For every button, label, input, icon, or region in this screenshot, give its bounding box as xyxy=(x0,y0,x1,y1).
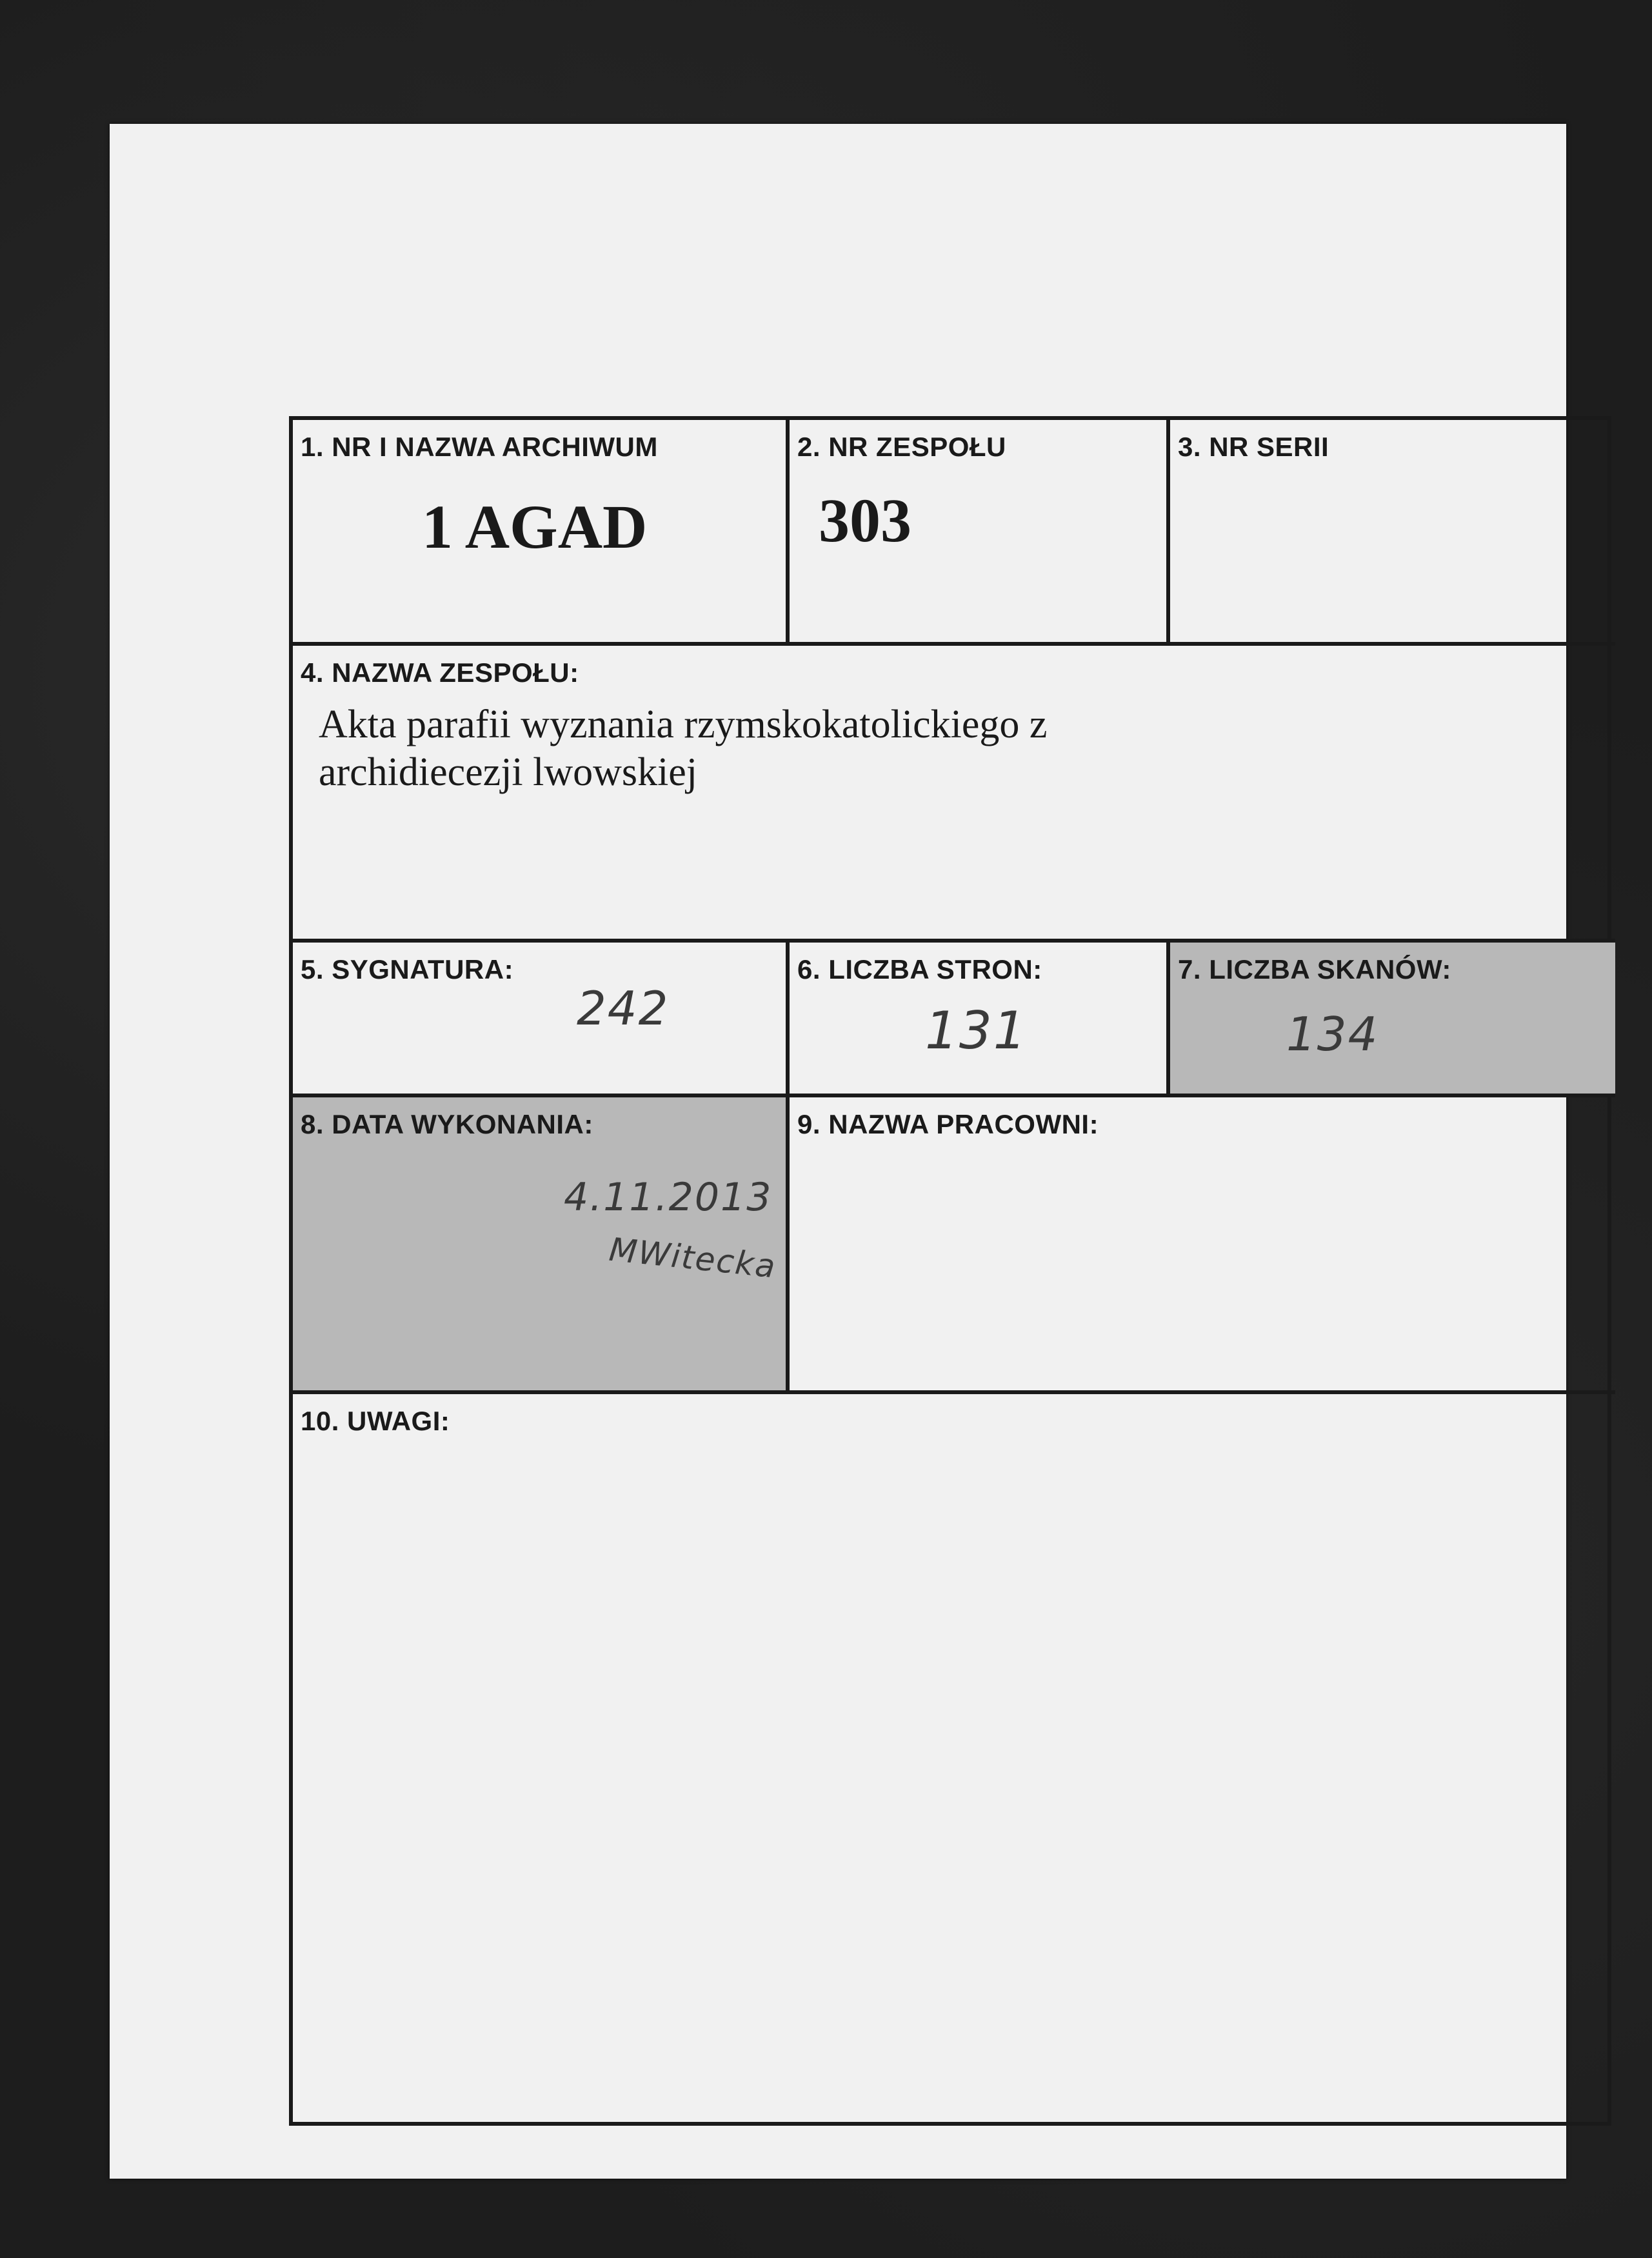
field-signature-number-value: 242 xyxy=(577,981,670,1035)
field-scan-count xyxy=(1170,943,1615,1097)
field-completion-date-label: 8. DATA WYKONANIA: xyxy=(301,1109,593,1139)
paper-sheet xyxy=(110,124,1566,2179)
field-remarks-label: 10. UWAGI: xyxy=(301,1406,450,1436)
field-series-number xyxy=(1170,420,1615,646)
field-workshop-name-label: 9. NAZWA PRACOWNI: xyxy=(797,1109,1099,1139)
field-series-number-label: 3. NR SERII xyxy=(1178,432,1329,462)
field-fond-number-value: 303 xyxy=(819,486,911,555)
field-archive-value: 1 AGAD xyxy=(422,492,648,561)
field-remarks xyxy=(293,1394,1615,2122)
field-archive xyxy=(293,420,790,646)
field-fond-name-value xyxy=(319,701,1047,797)
field-fond-name xyxy=(293,646,1615,943)
field-page-count-label: 6. LICZBA STRON: xyxy=(797,954,1042,984)
field-page-count-value: 131 xyxy=(925,1001,1028,1061)
field-page-count xyxy=(790,943,1170,1097)
record-card-form xyxy=(289,416,1611,2126)
field-signature-number-label: 5. SYGNATURA: xyxy=(301,954,514,984)
field-fond-number-label: 2. NR ZESPOŁU xyxy=(797,432,1006,462)
field-completion-date xyxy=(293,1097,790,1394)
field-fond-name-line-1: Akta parafii wyznania rzymskokatolickiego z xyxy=(319,703,1048,746)
field-completion-date-value: 4.11.2013 xyxy=(564,1175,773,1220)
field-completion-signature: MWitecka xyxy=(607,1230,779,1286)
field-scan-count-label: 7. LICZBA SKANÓW: xyxy=(1178,954,1451,984)
field-archive-label: 1. NR I NAZWA ARCHIWUM xyxy=(301,432,658,462)
field-fond-name-line-2: archidiecezji lwowskiej xyxy=(319,750,698,795)
field-fond-number xyxy=(790,420,1170,646)
field-scan-count-value: 134 xyxy=(1286,1007,1379,1061)
field-fond-name-label: 4. NAZWA ZESPOŁU: xyxy=(301,657,579,688)
field-signature-number xyxy=(293,943,790,1097)
field-workshop-name xyxy=(790,1097,1615,1394)
